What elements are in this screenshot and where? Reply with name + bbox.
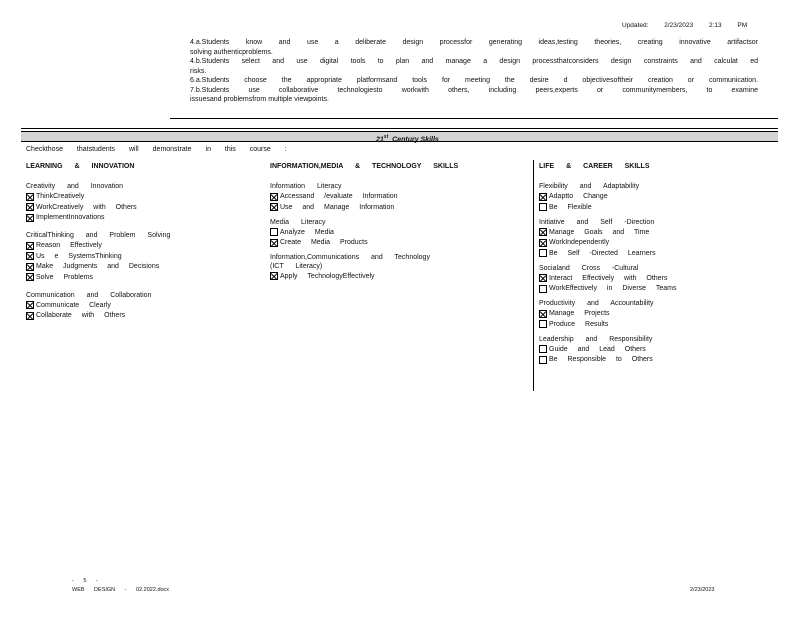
footer-page-number: - 5 - xyxy=(72,578,98,584)
standard-line: 4.b.Students select and use digital tools to plan and manage a design processthatconsiders design constraints and calculat ed xyxy=(190,58,758,65)
skill-group xyxy=(539,336,676,366)
checked-box-icon[interactable] xyxy=(26,193,34,201)
skill-label: Reason Effectively xyxy=(36,242,102,250)
empty-box-icon[interactable] xyxy=(539,249,547,257)
skill-label: Use and Manage Information xyxy=(280,203,395,211)
empty-box-icon[interactable] xyxy=(270,228,278,236)
checked-box-icon[interactable] xyxy=(539,274,547,282)
skill-checkbox-item[interactable] xyxy=(539,192,676,203)
skill-group-subtitle: (ICT Literacy) xyxy=(270,262,323,270)
skill-group-title: Media Literacy xyxy=(270,218,326,226)
skill-group xyxy=(539,219,676,259)
skill-group-title: Leadership and Responsibility xyxy=(539,335,653,343)
skill-checkbox-item[interactable] xyxy=(539,248,676,259)
standard-line: 7.b.Students use collaborative technologiesto workwith others, including peers,experts or communitymembers, to examine xyxy=(190,86,758,94)
column-learning-innovation xyxy=(26,163,170,327)
skill-group xyxy=(539,300,676,330)
column-heading: LIFE & CAREER SKILLS xyxy=(539,163,650,170)
skill-label: Communicate Clearly xyxy=(36,301,111,309)
empty-box-icon[interactable] xyxy=(539,203,547,211)
checked-box-icon[interactable] xyxy=(270,203,278,211)
checked-box-icon[interactable] xyxy=(26,301,34,309)
skill-group xyxy=(26,232,170,283)
skill-checkbox-item[interactable] xyxy=(539,355,676,366)
checked-box-icon[interactable] xyxy=(26,263,34,271)
skill-group-title: Socialand Cross -Cultural xyxy=(539,264,639,272)
skill-label: Accessand /evaluate Information xyxy=(280,193,398,201)
standard-line: 4.a.Students know and use a deliberate design processfor generating ideas,testing theories, creating innovative artifactsor xyxy=(190,39,758,46)
skill-group xyxy=(26,183,170,223)
skill-checkbox-item[interactable] xyxy=(26,272,170,283)
empty-box-icon[interactable] xyxy=(539,356,547,364)
standard-line: 6.a.Students choose the appropriate platformsand tools for meeting the desire d objectivesoftheir creation or communication. xyxy=(190,77,758,84)
skill-group-title: Productivity and Accountability xyxy=(539,300,654,307)
skill-checkbox-item[interactable] xyxy=(539,344,676,355)
skill-group xyxy=(539,265,676,295)
skill-group-title: Initiative and Self -Direction xyxy=(539,218,655,226)
skill-checkbox-item[interactable] xyxy=(270,192,458,203)
skill-checkbox-item[interactable] xyxy=(270,202,458,213)
column-information-media-technology xyxy=(270,163,458,288)
checked-box-icon[interactable] xyxy=(26,312,34,320)
skill-checkbox-item[interactable] xyxy=(539,309,676,320)
divider xyxy=(21,128,778,129)
skill-label: ThinkCreatively xyxy=(36,193,85,201)
checked-box-icon[interactable] xyxy=(539,239,547,247)
skill-label: Solve Problems xyxy=(36,273,94,281)
empty-box-icon[interactable] xyxy=(539,285,547,293)
standard-line: issuesand problemsfrom multiple viewpoints. xyxy=(190,96,329,103)
skill-checkbox-item[interactable] xyxy=(539,202,676,213)
updated-date: 2/23/2023 xyxy=(664,22,694,29)
skill-label: ImplementInnovations xyxy=(36,214,105,222)
checked-box-icon[interactable] xyxy=(270,193,278,201)
skill-label: Create Media Products xyxy=(280,239,368,247)
updated-stamp xyxy=(622,22,747,29)
updated-time: 2:13 PM xyxy=(708,22,748,29)
checked-box-icon[interactable] xyxy=(26,242,34,250)
checked-box-icon[interactable] xyxy=(270,272,278,280)
instruction-text: Checkthose thatstudents will demonstrate in this course : xyxy=(26,146,287,153)
checked-box-icon[interactable] xyxy=(539,228,547,236)
checked-box-icon[interactable] xyxy=(539,193,547,201)
updated-label: Updated: xyxy=(622,22,649,29)
skill-label: Us e SystemsThinking xyxy=(36,252,122,260)
skill-checkbox-item[interactable] xyxy=(539,273,676,284)
standard-line: solving authenticproblems. xyxy=(190,48,273,56)
skill-checkbox-item[interactable] xyxy=(26,262,170,273)
section-title-bar xyxy=(21,131,778,142)
skill-checkbox-item[interactable] xyxy=(26,251,170,262)
skill-checkbox-item[interactable] xyxy=(539,319,676,330)
checked-box-icon[interactable] xyxy=(26,252,34,260)
footer-date: 2/23/2023 xyxy=(690,587,715,593)
skill-label: Be Responsible to Others xyxy=(549,356,653,364)
standard-line: risks. xyxy=(190,67,207,75)
skill-label: WorkCreatively with Others xyxy=(36,203,137,211)
skill-label: Interact Effectively with Others xyxy=(549,274,668,282)
skill-group xyxy=(270,254,458,282)
checked-box-icon[interactable] xyxy=(270,239,278,247)
column-heading: INFORMATION,MEDIA & TECHNOLOGY SKILLS xyxy=(270,163,459,170)
skill-label: Apply TechnologyEffectively xyxy=(280,272,375,280)
skill-checkbox-item[interactable] xyxy=(26,202,170,213)
checked-box-icon[interactable] xyxy=(539,310,547,318)
skill-label: Guide and Lead Others xyxy=(549,345,646,353)
footer-doc-name: WEB DESIGN - 02.2022.docx xyxy=(72,587,170,593)
skill-label: Be Self -Directed Learners xyxy=(549,249,656,257)
skill-checkbox-item[interactable] xyxy=(26,311,170,322)
standards-block xyxy=(190,38,758,105)
skill-label: Manage Goals and Time xyxy=(549,228,650,236)
skill-label: WorkEffectively in Diverse Teams xyxy=(549,285,677,293)
skill-checkbox-item[interactable] xyxy=(270,227,458,238)
skill-checkbox-item[interactable] xyxy=(270,238,458,249)
skill-checkbox-item[interactable] xyxy=(26,241,170,252)
section-title: 21st Century Skills xyxy=(376,134,439,144)
skill-label: Manage Projects xyxy=(549,310,610,318)
checked-box-icon[interactable] xyxy=(26,203,34,211)
divider xyxy=(170,118,778,119)
column-heading: LEARNING & INNOVATION xyxy=(26,163,135,170)
skill-label: Analyze Media xyxy=(280,228,334,236)
skill-group-title: Information Literacy xyxy=(270,183,342,190)
skill-checkbox-item[interactable] xyxy=(539,238,676,249)
column-life-career xyxy=(539,163,676,371)
empty-box-icon[interactable] xyxy=(539,345,547,353)
skill-group xyxy=(270,183,458,213)
skill-group xyxy=(26,292,170,322)
skill-group-title: Information,Communications and Technology xyxy=(270,254,430,261)
skill-checkbox-item[interactable] xyxy=(26,300,170,311)
skill-group-title: Communication and Collaboration xyxy=(26,291,152,299)
skill-checkbox-item[interactable] xyxy=(270,271,458,282)
checked-box-icon[interactable] xyxy=(26,273,34,281)
skill-checkbox-item[interactable] xyxy=(26,192,170,203)
skill-label: Make Judgments and Decisions xyxy=(36,263,160,271)
skill-group-title: Flexibility and Adaptability xyxy=(539,183,640,190)
skill-label: Adaptto Change xyxy=(549,193,608,201)
column-divider xyxy=(533,160,534,391)
skill-checkbox-item[interactable] xyxy=(539,284,676,295)
skill-group xyxy=(539,183,676,213)
empty-box-icon[interactable] xyxy=(539,320,547,328)
skill-label: Collaborate with Others xyxy=(36,312,126,320)
skill-checkbox-item[interactable] xyxy=(26,213,170,224)
skill-label: Produce Results xyxy=(549,320,609,328)
skill-group-title: Creativity and Innovation xyxy=(26,183,124,190)
skill-checkbox-item[interactable] xyxy=(539,227,676,238)
skill-label: Be Flexible xyxy=(549,203,592,211)
skill-group xyxy=(270,219,458,249)
checked-box-icon[interactable] xyxy=(26,214,34,222)
skill-group-title: CriticalThinking and Problem Solving xyxy=(26,232,171,239)
skill-label: WorkIndependently xyxy=(549,239,610,247)
